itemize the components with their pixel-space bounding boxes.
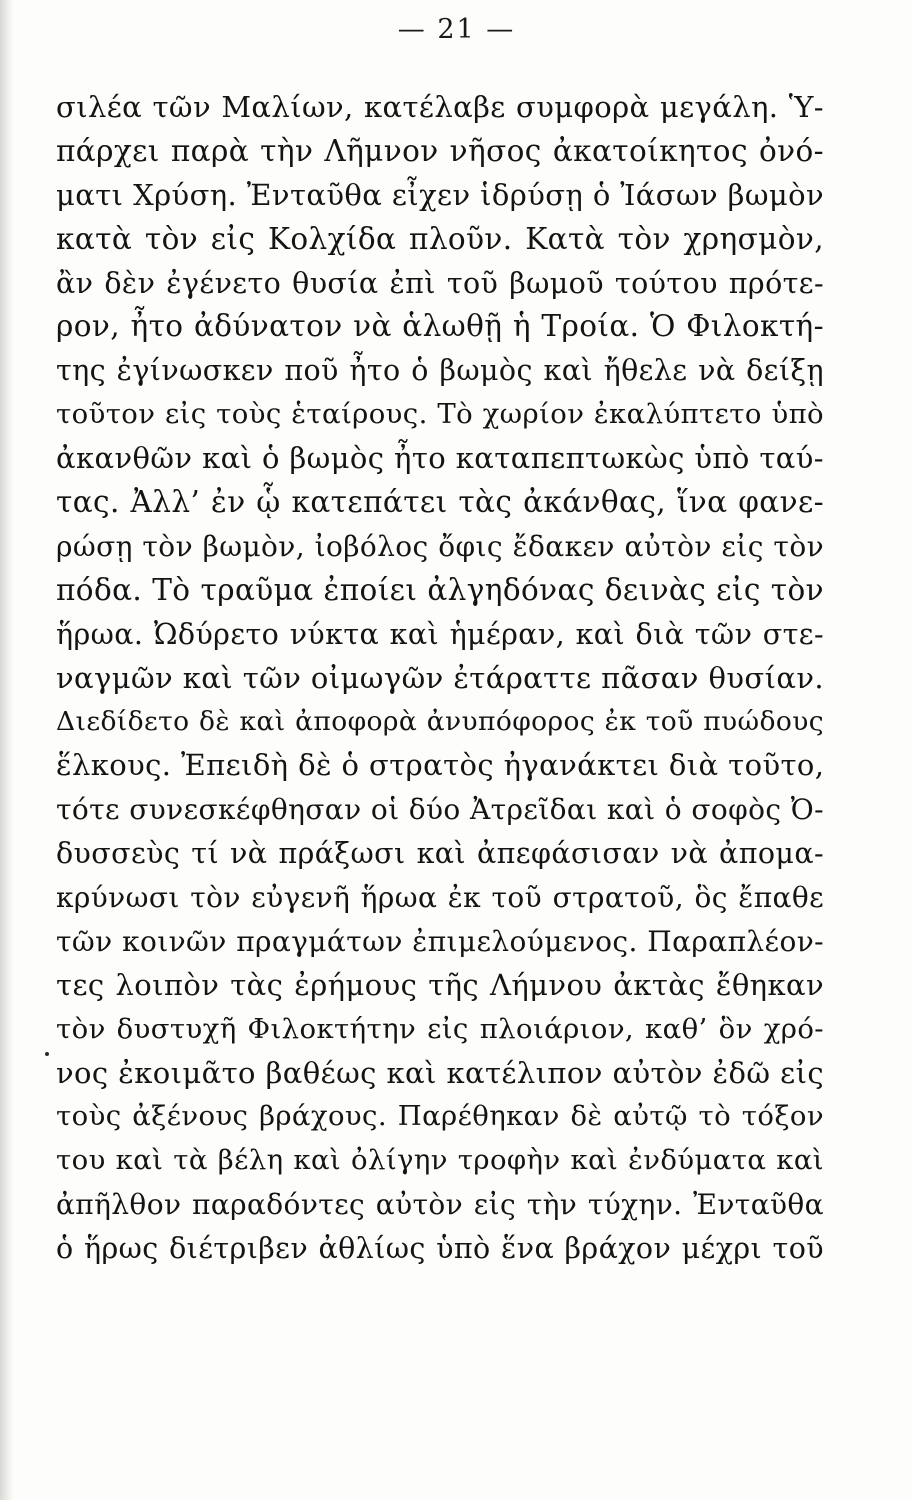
text-line-27: ὁ ἥρως διέτριβεν ἀθλίως ὑπὸ ἕνα βράχον μέχρι τοῦ <box>56 1232 824 1266</box>
text-line-22: τὸν δυστυχῆ Φιλοκτήτην εἰς πλοιάριον, καθ’ ὃν χρό- <box>56 1012 824 1045</box>
text-line-5: ἂν δὲν ἐγένετο θυσία ἐπὶ τοῦ βωμοῦ τούτου πρότε- <box>56 266 824 300</box>
page-number: — 21 — <box>397 14 516 45</box>
page-gutter-shadow <box>0 0 14 1500</box>
text-line-15: Διεδίδετο δὲ καὶ ἀποφορὰ ἀνυπόφορος ἐκ τοῦ πυώδους <box>56 706 824 738</box>
text-line-18: δυσσεὺς τί νὰ πράξωσι καὶ ἀπεφάσισαν νὰ ἀπομα- <box>56 837 824 871</box>
ink-speck <box>45 1052 49 1056</box>
text-line-17: τότε συνεσκέφθησαν οἱ δύο Ἀτρεῖδαι καὶ ὁ σοφὸς Ὀ- <box>56 793 824 827</box>
text-line-12: πόδα. Τὸ τραῦμα ἐποίει ἀλγηδόνας δεινὰς εἰς τὸν <box>56 572 824 607</box>
text-line-11: ρώσῃ τὸν βωμὸν, ἰοβόλος ὄφις ἔδακεν αὐτὸν εἰς τὸν <box>56 529 824 563</box>
text-line-19: κρύνωσι τὸν εὐγενῆ ἥρωα ἐκ τοῦ στρατοῦ, ὃς ἔπαθε <box>56 881 824 915</box>
text-line-1: σιλέα τῶν Μαλίων, κατέλαβε συμφορὰ μεγάλη. Ὑ- <box>56 90 824 124</box>
text-line-25: του καὶ τὰ βέλη καὶ ὀλίγην τροφὴν καὶ ἐνδύματα καὶ <box>56 1144 824 1177</box>
text-line-16: ἕλκους. Ἐπειδὴ δὲ ὁ στρατὸς ἠγανάκτει διὰ τοῦτο, <box>56 748 825 783</box>
text-line-9: ἀκανθῶν καὶ ὁ βωμὸς ἦτο καταπεπτωκὼς ὑπὸ ταύ- <box>56 441 824 476</box>
text-line-2: πάρχει παρὰ τὴν Λῆμνον νῆσος ἀκατοίκητος ὀνό- <box>56 133 824 168</box>
text-line-8: τοῦτον εἰς τοὺς ἑταίρους. Τὸ χωρίον ἐκαλύπτετο ὑπὸ <box>56 398 824 431</box>
text-line-3: ματι Χρύση. Ἐνταῦθα εἶχεν ἱδρύσῃ ὁ Ἰάσων βωμὸν <box>56 177 825 212</box>
text-line-7: της ἐγίνωσκεν ποῦ ἦτο ὁ βωμὸς καὶ ἤθελε νὰ δείξῃ <box>56 354 824 388</box>
text-line-6: ρον, ἦτο ἀδύνατον νὰ ἁλωθῇ ἡ Τροία. Ὁ Φιλοκτή- <box>56 309 824 344</box>
text-line-4: κατὰ τὸν εἰς Κολχίδα πλοῦν. Κατὰ τὸν χρησμὸν, <box>56 221 824 256</box>
text-line-10: τας. Ἀλλ’ ἐν ᾧ κατεπάτει τὰς ἀκάνθας, ἵνα φανε- <box>56 485 824 520</box>
body-text <box>56 86 824 1271</box>
text-line-20: τῶν κοινῶν πραγμάτων ἐπιμελούμενος. Παραπλέον- <box>56 924 824 958</box>
text-line-26: ἀπῆλθον παραδόντες αὐτὸν εἰς τὴν τύχην. Ἐνταῦθα <box>56 1188 824 1222</box>
text-line-13: ἥρωα. Ὠδύρετο νύκτα καὶ ἡμέραν, καὶ διὰ τῶν στε- <box>56 617 824 651</box>
text-line-21: τες λοιπὸν τὰς ἐρήμους τῆς Λήμνου ἀκτὰς ἔθηκαν <box>56 967 824 1002</box>
text-line-23: νος ἐκοιμᾶτο βαθέως καὶ κατέλιπον αὐτὸν ἐδῶ εἰς <box>56 1055 824 1090</box>
text-line-24: τοὺς ἀξένους βράχους. Παρέθηκαν δὲ αὐτῷ τὸ τόξον <box>56 1100 824 1133</box>
text-line-14: ναγμῶν καὶ τῶν οἰμωγῶν ἐτάραττε πᾶσαν θυσίαν. <box>56 660 824 695</box>
